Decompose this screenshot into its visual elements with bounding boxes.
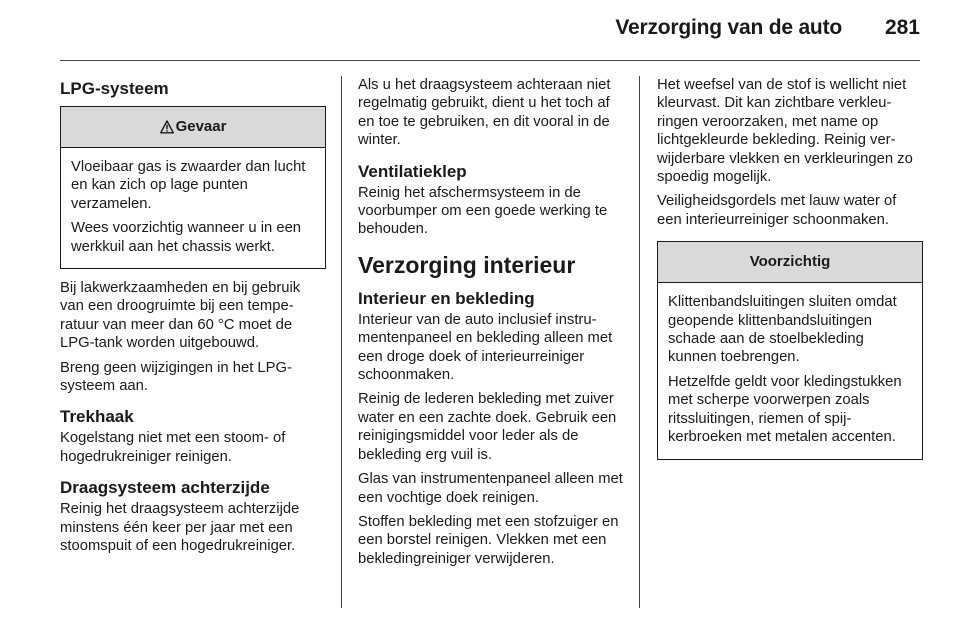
ventilatieklep-paragraph: Reinig het afschermsysteem in de voorbumper om een goede werking te behouden. — [358, 184, 608, 238]
caution-text-1: Klittenbandsluitingen sluiten omdat geopende klittenbandsluitingen schade aan de stoelbekleding kunnen toebrengen. — [668, 294, 897, 366]
section-heading-ventilatieklep: Ventilatieklep — [358, 161, 467, 181]
lpg-paragraph-2: Breng geen wijzigingen in het LPG-systeem aan. — [60, 359, 292, 395]
caution-box-header — [658, 242, 922, 283]
section-heading-bekleding: Interieur en bekleding — [358, 288, 535, 308]
warning-triangle-icon — [160, 120, 174, 134]
interieur-paragraph-2: Reinig de lederen bekleding met zuiver water en een zachte doek. Gebruik een reinigingsmiddel voor leder als de bekleding erg vuil is. — [358, 391, 617, 463]
interieur-paragraph-3: Glas van instrumentenpaneel alleen met een vochtige doek reinigen. — [358, 471, 623, 506]
section-heading-lpg: LPG-systeem — [60, 79, 169, 98]
column-divider-1 — [341, 76, 342, 608]
caution-box — [657, 241, 923, 459]
danger-box — [60, 106, 326, 269]
page-header — [0, 0, 960, 60]
gordels-paragraph: Veiligheidsgordels met lauw water of een interieurreiniger schoonmaken. — [657, 193, 897, 228]
lpg-paragraph-1: Bij lakwerkzaamheden en bij gebruik van een droogruimte bij een temperatuur van meer dan 60 °C moet de LPG-tank worden uitgebouwd. — [60, 280, 301, 352]
interieur-paragraph-4: Stoffen bekleding met een stofzuiger en een borstel reinigen. Vlekken met een bekledingreiniger verwijderen. — [358, 513, 619, 567]
weefsel-paragraph: Het weefsel van de stof is wellicht niet kleurvast. Dit kan zichtbare verkleuringen veroorzaken, met name op lichtgekleurde bekleding. Reinig verwijderbare vlekken en verkleuringen zo spoedig mogelijk. — [657, 77, 913, 186]
caution-box-body — [658, 283, 922, 458]
caution-box-title: Voorzichtig — [749, 253, 831, 271]
column-divider-2 — [639, 76, 640, 608]
draagsysteem-paragraph-2: Als u het draagsysteem achteraan niet regelmatig gebruikt, dient u het toch af en toe te gebruiken, en dit vooral in de winter. — [358, 77, 611, 149]
section-heading-draagsysteem: Draagsysteem achterzijde — [60, 478, 270, 498]
chapter-heading-interieur: Verzorging interieur — [358, 251, 576, 278]
caution-text-2: Hetzelfde geldt voor kledingstukken met scherpe voorwerpen zoals ritssluitingen, riemen of spijkerbroeken met metalen accenten. — [668, 373, 902, 446]
page-number: 281 — [884, 16, 920, 39]
danger-box-header — [61, 107, 325, 148]
danger-text-2: Wees voorzichtig wanneer u in een werkkuil aan het chassis werkt. — [71, 220, 302, 255]
header-rule — [60, 60, 920, 61]
danger-box-body — [61, 148, 325, 268]
danger-text-1: Vloeibaar gas is zwaarder dan lucht en kan zich op lage punten verzamelen. — [71, 159, 306, 212]
danger-box-title: Gevaar — [175, 117, 227, 135]
interieur-paragraph-1: Interieur van de auto inclusief instrumentenpaneel en bekleding alleen met een droge doek of interieurreiniger schoonmaken. — [358, 311, 613, 384]
column-2 — [358, 76, 626, 574]
column-1 — [60, 76, 326, 562]
draagsysteem-paragraph: Reinig het draagsysteem achterzijde minstens één keer per jaar met een stoomspuit of een hogedrukreiniger. — [60, 501, 300, 555]
column-3 — [657, 76, 923, 460]
section-heading-trekhaak: Trekhaak — [60, 407, 134, 427]
trekhaak-paragraph: Kogelstang niet met een stoom- of hogedrukreiniger reinigen. — [60, 430, 286, 465]
chapter-title: Verzorging van de auto — [615, 16, 842, 39]
